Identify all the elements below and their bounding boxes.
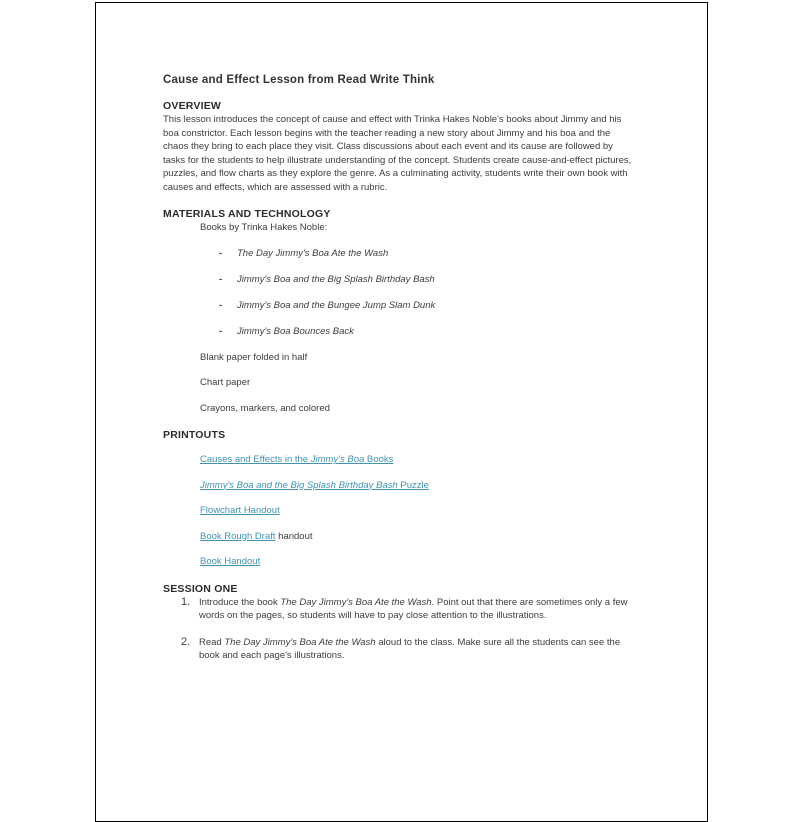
link-causes-and-effects[interactable] — [200, 454, 393, 465]
section-heading-materials: MATERIALS AND TECHNOLOGY — [163, 208, 331, 220]
link-book-rough-draft[interactable] — [200, 531, 276, 542]
material-item: Crayons, markers, and colored — [200, 402, 330, 414]
step-text — [199, 596, 631, 623]
section-heading-overview: OVERVIEW — [163, 100, 222, 112]
printout-line — [163, 479, 637, 493]
dash-bullet: - — [219, 300, 223, 311]
step-segment: . Point out that there are sometimes only a few words on the pages, so students will have to pay close attention to the illustrations. — [199, 596, 628, 621]
book-title: Jimmy's Boa and the Big Splash Birthday Bash — [237, 274, 435, 285]
link-text: Causes and Effects in the — [200, 454, 311, 465]
printout-line — [163, 555, 637, 569]
link-text: Book Handout — [200, 556, 261, 567]
dash-bullet: - — [219, 326, 223, 337]
book-list — [163, 247, 637, 339]
printout-line — [163, 530, 637, 544]
book-title: The Day Jimmy's Boa Ate the Wash — [237, 248, 389, 259]
link-text-italic: Jimmy's Boa — [310, 454, 365, 465]
step-item — [163, 636, 637, 663]
printout-line — [163, 504, 637, 518]
page-title: Cause and Effect Lesson from Read Write Think — [163, 74, 435, 86]
step-segment: aloud to the class. Make sure all the students can see the book and each page's illustrations. — [199, 636, 621, 661]
section-heading-printouts: PRINTOUTS — [163, 429, 226, 441]
book-title: Jimmy's Boa and the Bungee Jump Slam Dunk — [237, 300, 436, 311]
step-number: 2. — [181, 635, 191, 648]
step-segment: Introduce the book — [199, 596, 281, 608]
link-text: Flowchart Handout — [200, 505, 280, 516]
link-text: Book Rough Draft — [200, 530, 276, 542]
link-suffix-text: handout — [275, 530, 313, 542]
link-text: Puzzle — [397, 479, 429, 491]
book-list-item — [163, 273, 637, 287]
book-list-item — [163, 247, 637, 261]
document-page — [95, 2, 708, 822]
book-list-item — [163, 299, 637, 313]
link-text-italic: Jimmy's Boa and the Big Splash Birthday Bash — [200, 479, 398, 491]
dash-bullet: - — [219, 248, 223, 259]
section-heading-session-one: SESSION ONE — [163, 582, 238, 595]
material-item: Blank paper folded in half — [200, 351, 308, 363]
link-flowchart-handout[interactable] — [200, 505, 280, 516]
step-number: 1. — [181, 595, 191, 608]
printout-line — [163, 453, 637, 467]
materials-intro: Books by Trinka Hakes Noble: — [200, 222, 328, 233]
step-text — [199, 636, 631, 663]
overview-paragraph: This lesson introduces the concept of cause and effect with Trinka Hakes Noble's books about Jimmy and his boa constrictor. Each lesson begins with the teacher reading a new story about Jimmy and his boa and the chaos they bring to each place they visit. Class discussions about each event and its cause are followed by tasks for the students to help illustrate understanding of the concept. Students create cause-and-effect pictures, puzzles, and flow charts as they explore the genre. As a culminating activity, students write their own book with causes and effects, which are assessed with a rubric. — [163, 114, 632, 193]
step-list — [163, 596, 637, 663]
book-list-item — [163, 325, 637, 339]
link-book-handout[interactable] — [200, 556, 260, 567]
material-item: Chart paper — [200, 377, 251, 388]
link-text: Books — [364, 454, 394, 465]
dash-bullet: - — [219, 274, 223, 285]
step-segment-italic: The Day Jimmy's Boa Ate the Wash — [224, 636, 376, 648]
link-big-splash-puzzle[interactable] — [200, 480, 429, 491]
book-title: Jimmy's Boa Bounces Back — [237, 326, 354, 337]
step-segment: Read — [199, 636, 225, 648]
step-item — [163, 596, 637, 623]
step-segment-italic: The Day Jimmy's Boa Ate the Wash — [280, 596, 432, 608]
